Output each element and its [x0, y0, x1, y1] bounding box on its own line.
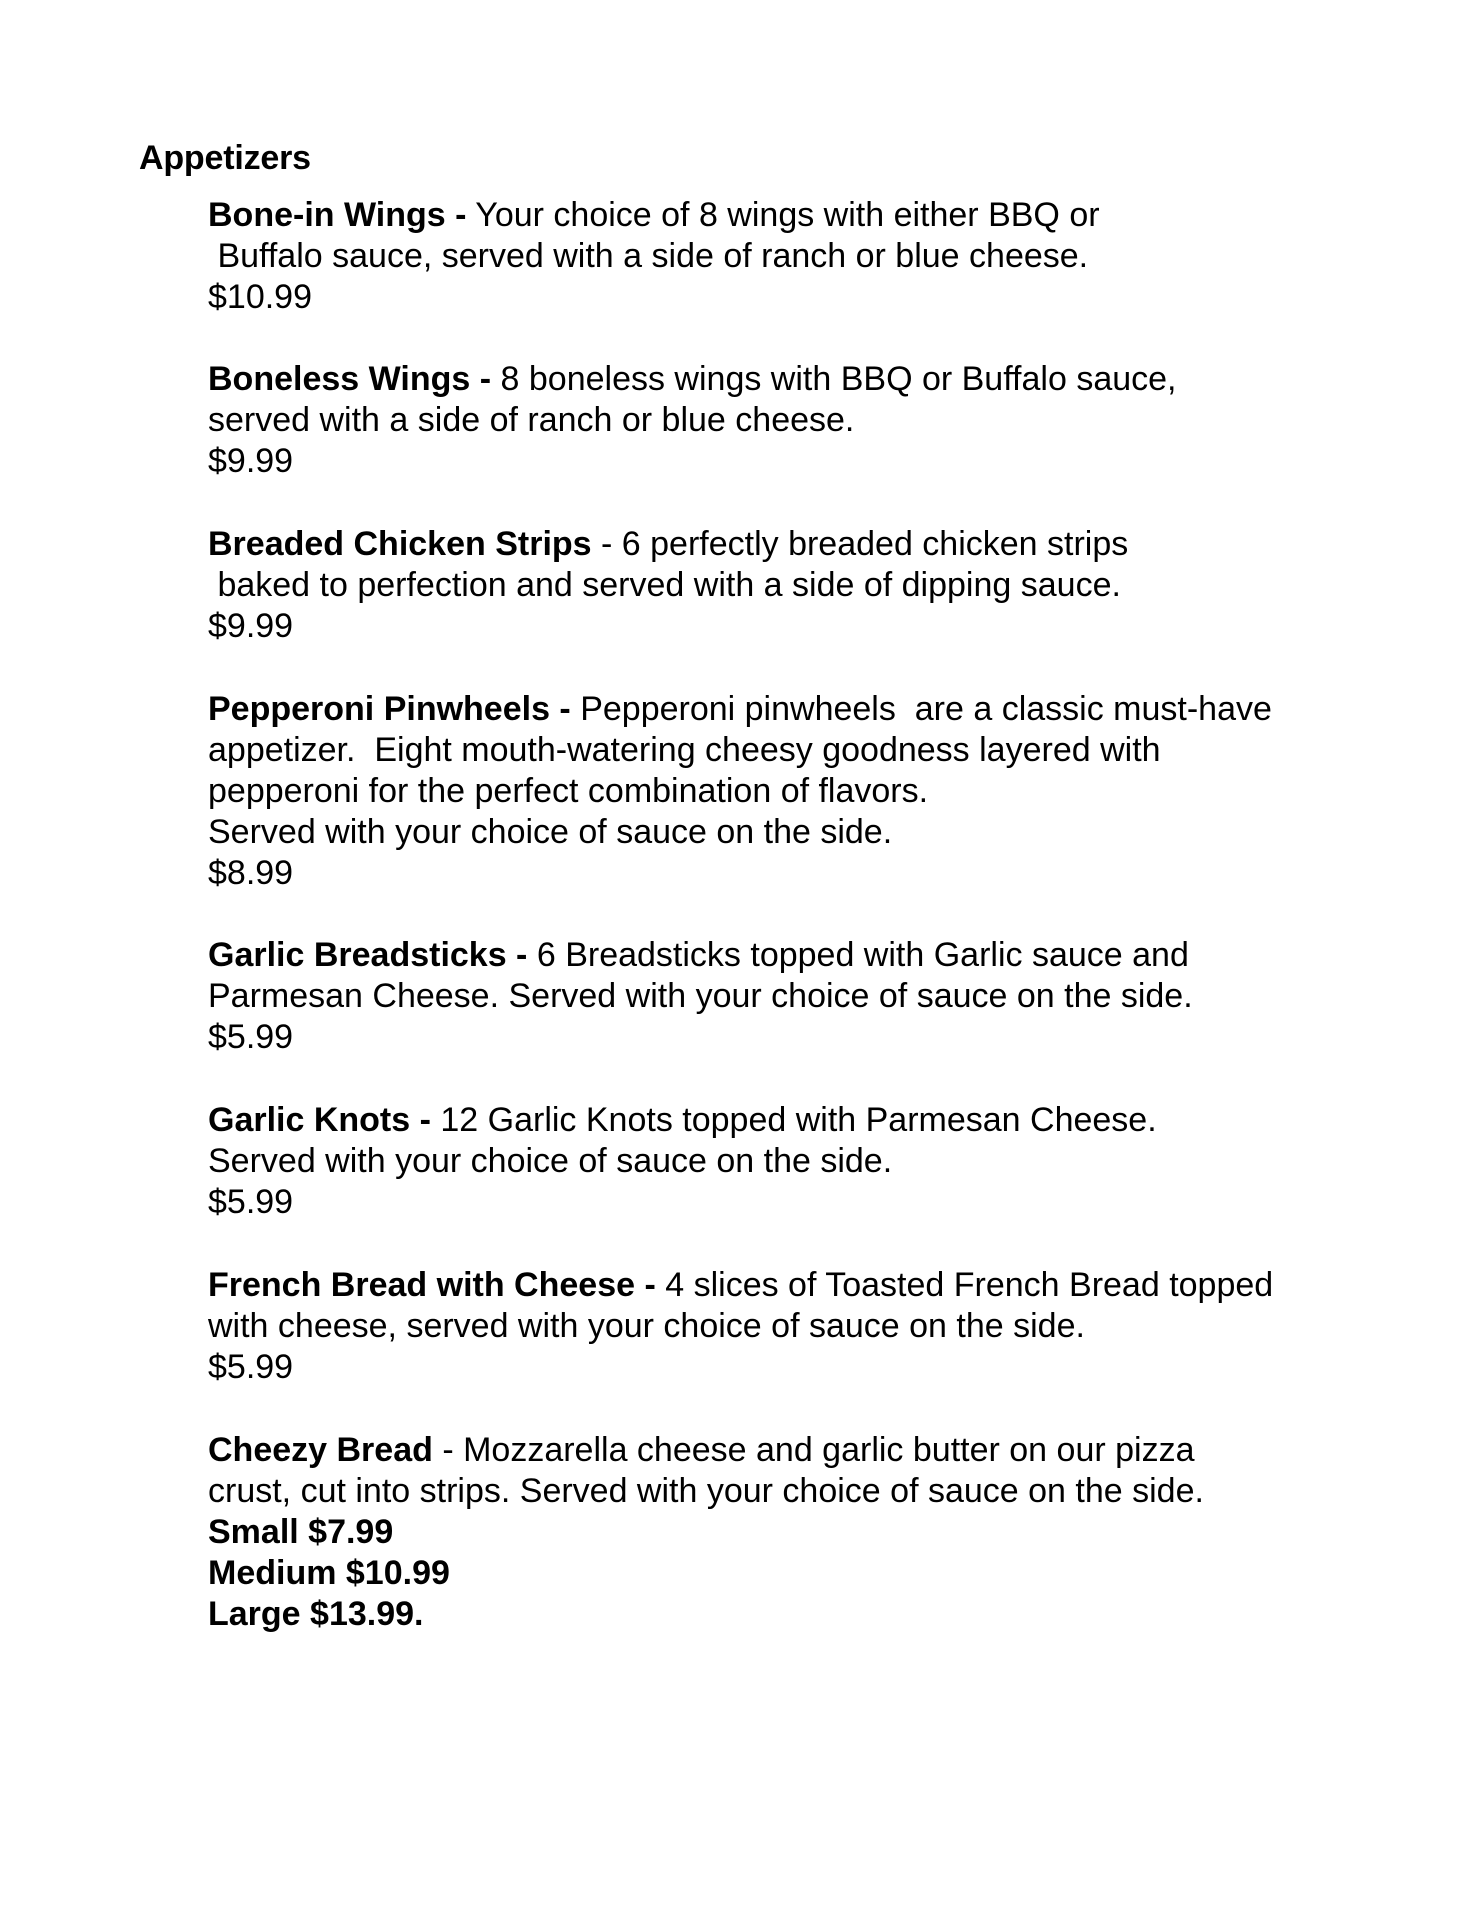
menu-item-name: Garlic Breadsticks -	[208, 936, 528, 974]
menu-item-garlic-breadsticks	[208, 935, 1358, 1058]
menu-item-name: French Bread with Cheese -	[208, 1266, 656, 1304]
menu-item-garlic-knots	[208, 1100, 1358, 1223]
section-title: Appetizers	[139, 139, 311, 177]
menu-item-description: Buffalo sauce, served with a side of ranch or blue cheese.	[208, 237, 1089, 275]
menu-item-line	[208, 1265, 1358, 1306]
menu-item-price: $9.99	[208, 607, 294, 645]
menu-item-price: $8.99	[208, 854, 294, 892]
menu-item-bone-in-wings	[208, 195, 1358, 318]
menu-item-description: - Mozzarella cheese and garlic butter on our pizza	[432, 1431, 1195, 1469]
menu-item-name: Boneless Wings -	[208, 360, 492, 398]
menu-item-line	[208, 1430, 1358, 1471]
menu-item-line	[208, 935, 1358, 976]
menu-item-price: $5.99	[208, 1018, 294, 1056]
menu-item-description: Served with your choice of sauce on the side.	[208, 813, 893, 851]
menu-item-price: $5.99	[208, 1183, 294, 1221]
menu-item-breaded-chicken-strips	[208, 524, 1358, 647]
menu-item-description: 4 slices of Toasted French Bread topped	[655, 1266, 1274, 1304]
menu-item-name: Bone-in Wings -	[208, 196, 467, 234]
menu-item-price-large: Large $13.99.	[208, 1595, 424, 1633]
menu-item-name: Pepperoni Pinwheels -	[208, 690, 571, 728]
menu-item-line	[208, 689, 1358, 730]
menu-item-description: Pepperoni pinwheels are a classic must-have	[570, 690, 1272, 728]
menu-item-name: Breaded Chicken Strips	[208, 525, 592, 563]
menu-item-pepperoni-pinwheels	[208, 689, 1358, 894]
menu-item-description: crust, cut into strips. Served with your choice of sauce on the side.	[208, 1472, 1204, 1510]
menu-item-line	[208, 1100, 1358, 1141]
menu-item-name: Cheezy Bread	[208, 1431, 433, 1469]
menu-item-line	[208, 359, 1358, 400]
menu-item-boneless-wings	[208, 359, 1358, 482]
menu-item-line	[208, 195, 1358, 236]
menu-item-name: Garlic Knots -	[208, 1101, 431, 1139]
menu-item-description: - 6 perfectly breaded chicken strips	[591, 525, 1129, 563]
menu-item-description: Parmesan Cheese. Served with your choice of sauce on the side.	[208, 977, 1193, 1015]
menu-item-description: 6 Breadsticks topped with Garlic sauce and	[527, 936, 1189, 974]
menu-item-line	[208, 524, 1358, 565]
menu-item-french-bread-with-cheese	[208, 1265, 1358, 1388]
menu-item-description: Your choice of 8 wings with either BBQ or	[466, 196, 1100, 234]
menu-item-price-small: Small $7.99	[208, 1513, 394, 1551]
menu-item-description: with cheese, served with your choice of sauce on the side.	[208, 1307, 1085, 1345]
menu-item-description: appetizer. Eight mouth-watering cheesy goodness layered with	[208, 731, 1161, 769]
menu-item-description: 8 boneless wings with BBQ or Buffalo sauce,	[491, 360, 1177, 398]
menu-item-description: served with a side of ranch or blue cheese.	[208, 401, 855, 439]
menu-item-cheezy-bread	[208, 1430, 1358, 1635]
menu-item-price: $10.99	[208, 278, 312, 316]
menu-item-description: 12 Garlic Knots topped with Parmesan Cheese.	[430, 1101, 1157, 1139]
menu-item-price: $9.99	[208, 442, 294, 480]
menu-item-description: pepperoni for the perfect combination of flavors.	[208, 772, 929, 810]
menu-item-price-medium: Medium $10.99	[208, 1554, 450, 1592]
menu-item-description: baked to perfection and served with a side of dipping sauce.	[208, 566, 1121, 604]
menu-item-price: $5.99	[208, 1348, 294, 1386]
menu-item-description: Served with your choice of sauce on the side.	[208, 1142, 893, 1180]
